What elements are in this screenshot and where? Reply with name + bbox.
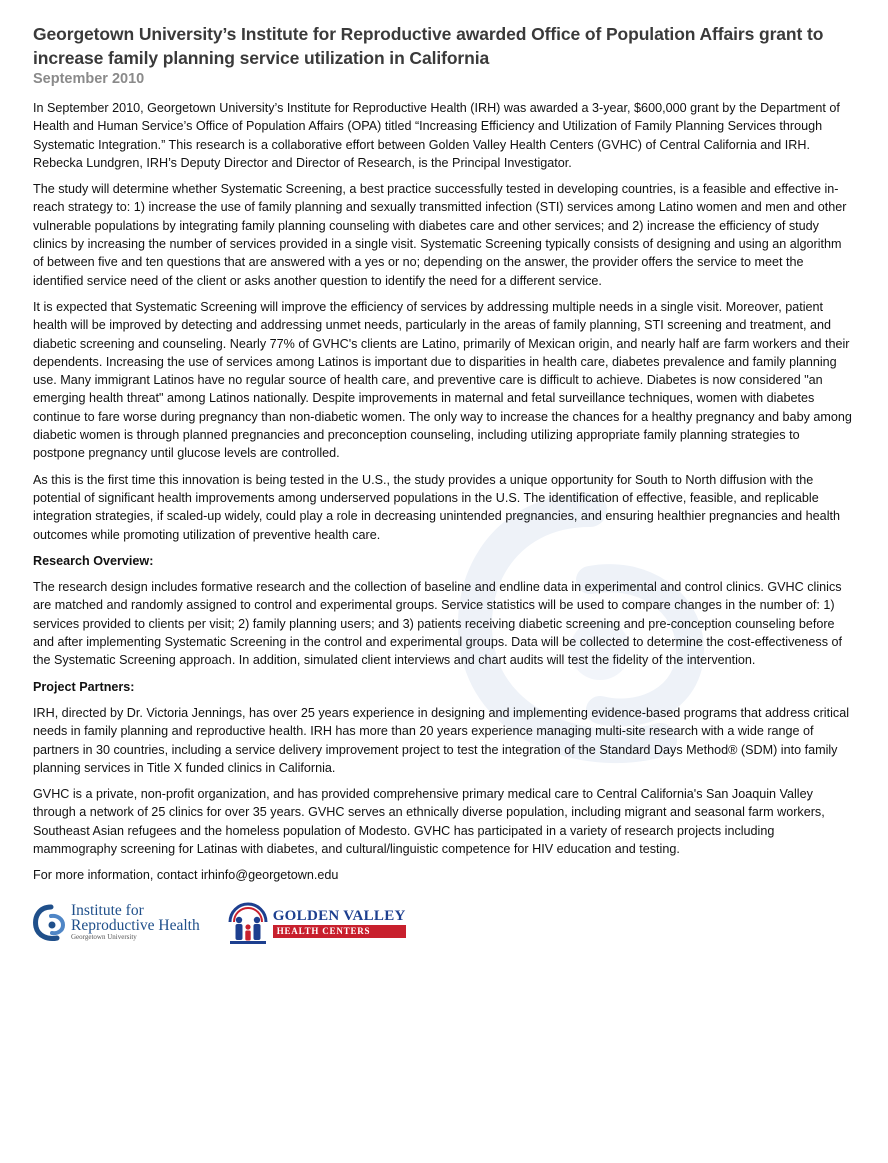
gvhc-logo-name: GOLDEN VALLEY [272,907,406,924]
irh-logo-line2: Reproductive Health [71,917,200,935]
intro-paragraph: As this is the first time this innovation is being tested in the U.S., the study provides a unique opportunity for South to North diffusion with the potential of significant health improvements among underserved populations in the U.S. The identification of effective, feasible, and replicable integration strategies, if scaled-up widely, could play a role in decreasing unintended pregnancies, and ensuring healthier pregnancies and health outcomes while promoting utilization of preventive health care. [33,472,840,542]
project-partners-heading: Project Partners: [33,679,135,694]
gvhc-logo [226,900,406,946]
partner-paragraph: IRH, directed by Dr. Victoria Jennings, has over 25 years experience in designing and implementing evidence-based programs that address critical needs in family planning and reproductive health. IRH has more than 20 years experience managing multi-site research with a wide range of partners in 30 countries, including a service delivery improvement project to test the integration of the Standard Days Method® (SDM) into family planning services in Title X funded clinics in California. [33,705,849,775]
gvhc-logo-sub: HEALTH CENTERS [273,925,406,938]
irh-logo [33,903,200,943]
research-overview-paragraph: The research design includes formative research and the collection of baseline and endline data in experimental and control clinics. GVHC clinics are matched and randomly assigned to control and experimental groups. Service statistics will be used to compare changes in the number of: 1) services provided to clients per visit; 2) family planning users; and 3) patients receiving diabetic screening and pre-conception counseling before and after implementing Systematic Screening in the control and experimental groups. Data will be collected to determine the cost-effectiveness of the Systematic Screening approach. In addition, simulated client interviews and chart audits will test the fidelity of the intervention. [33,580,842,668]
irh-logo-sub: Georgetown University [71,933,137,942]
irh-emblem-icon [33,903,67,943]
irh-logo-line1: Institute for [71,902,144,920]
document-title: Georgetown University’s Institute for Reproductive awarded Office of Population Affairs grant to increase family planning service utilization in California [33,24,824,68]
research-overview-heading: Research Overview: [33,553,154,568]
gvhc-family-icon [226,900,270,946]
intro-paragraph: In September 2010, Georgetown University’s Institute for Reproductive Health (IRH) was awarded a 3-year, $600,000 grant by the Department of Health and Human Service’s Office of Population Affairs (OPA) titled “Increasing Efficiency and Utilization of Family Planning Services through Systematic Integration.” This research is a collaborative effort between Golden Valley Health Centers (GVHC) of Central California and IRH. Rebecka Lundgren, IRH’s Deputy Director and Director of Research, is the Principal Investigator. [33,101,840,170]
contact-line: For more information, contact irhinfo@georgetown.edu [33,868,339,883]
intro-paragraph: It is expected that Systematic Screening will improve the efficiency of services by addressing multiple needs in a single visit. Moreover, patient health will be improved by detecting and addressing unmet needs, particularly in the areas of family planning, STI screening and treatment, and diabetic screening and counseling. Nearly 77% of GVHC's clients are Latino, primarily of Mexican origin, and nearly half are farm workers and their dependents. Increasing the use of services among Latinos is important due to disparities in health care, diabetes prevalence and family planning use. Many immigrant Latinos have no regular source of health care, and preventive care is difficult to achieve. Diabetes is now considered "an emerging health threat" among Latinos nationally. Despite improvements in maternal and fetal surveillance techniques, women with diabetes continue to fare worse during pregnancy than non-diabetic women. The only way to increase the chances for a healthy pregnancy and baby among diabetic women is through planned pregnancies and preconception counseling, including utilizing appropriate family planning strategies to postpone pregnancy until glucose levels are controlled. [33,299,852,461]
intro-paragraph: The study will determine whether Systematic Screening, a best practice successfully tested in developing countries, is a feasible and effective in-reach strategy to: 1) increase the use of family planning and sexually transmitted infection (STI) services among Latino women and men and other vulnerable populations by integrating family planning counseling with diabetes care and other services; and 2) increase the efficiency of study clinics by increasing the number of services provided in a single visit. Systematic Screening typically consists of designing and using an algorithm of between five and ten questions that are answered with a yes or no; depending on the answer, the provider offers the service to meet the identified service need of the client or asks another question to identify the need for a different service. [33,182,847,288]
document-date: September 2010 [33,71,145,87]
logo-row [33,899,854,947]
partner-paragraph: GVHC is a private, non-profit organization, and has provided comprehensive primary medical care to Central California's San Joaquin Valley through a network of 25 clinics for over 35 years. GVHC serves an ethnically diverse population, including migrant and seasonal farm workers, Southeast Asian refugees and the homeless population of Modesto. GVHC has participated in a variety of research projects including mammography screening for Latinas with diabetes, and cultural/linguistic competence for HIV education and testing. [33,787,825,856]
